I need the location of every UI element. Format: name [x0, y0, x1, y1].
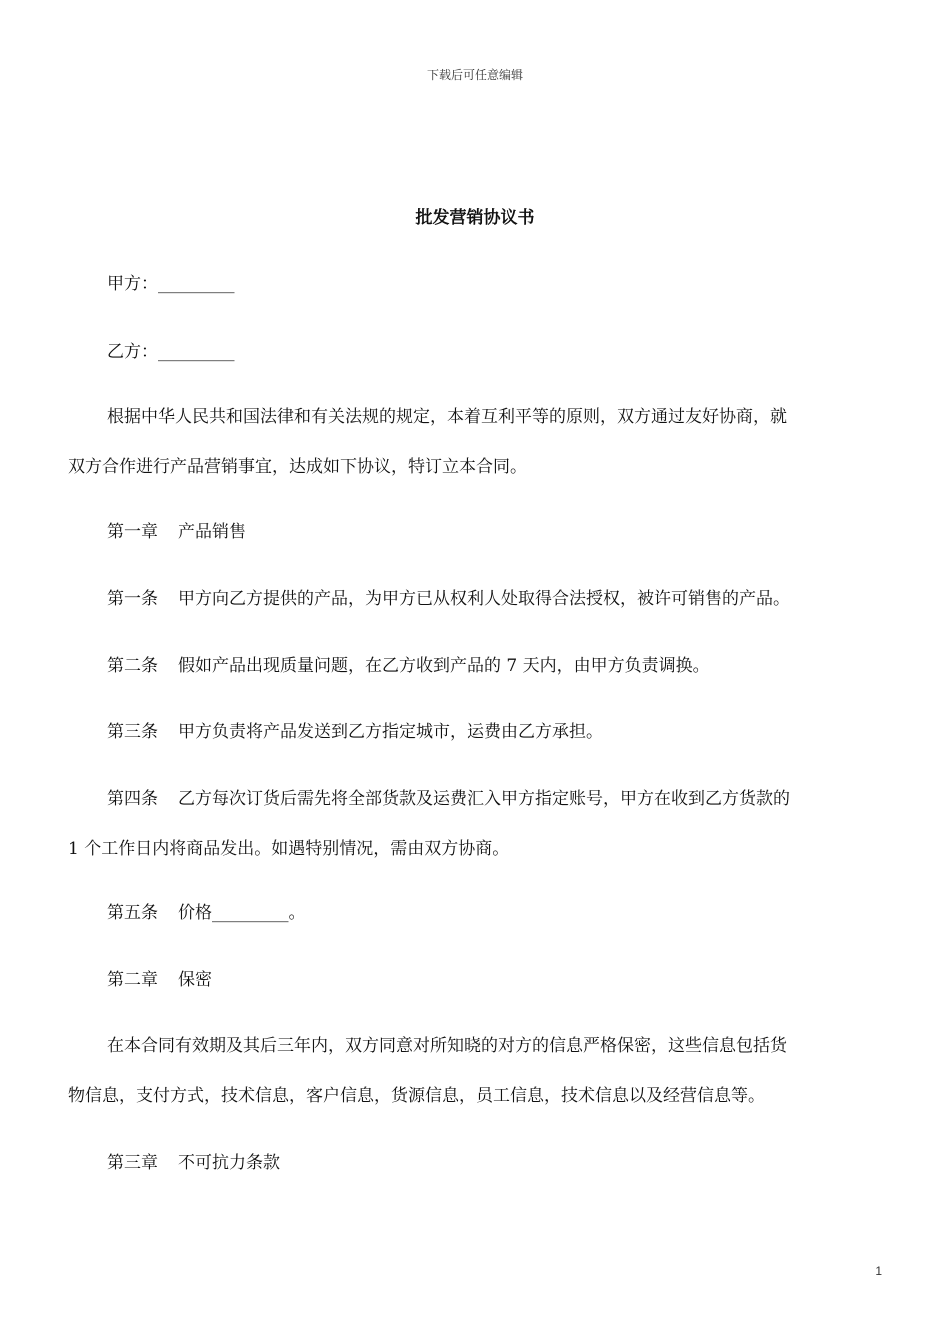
- confidentiality-line-1: 在本合同有效期及其后三年内，双方同意对所知晓的对方的信息严格保密，这些信息包括货: [107, 1036, 787, 1056]
- chapter-2-heading: [107, 968, 888, 992]
- chapter-2-title: 保密: [178, 970, 212, 990]
- article-1-text: 甲方向乙方提供的产品，为甲方已从权利人处取得合法授权，被许可销售的产品。: [178, 589, 790, 609]
- party-b-line: 乙方：_________: [107, 342, 235, 362]
- party-a-line: 甲方：_________: [107, 274, 235, 294]
- preamble-line-2: 双方合作进行产品营销事宜，达成如下协议，特订立本合同。: [68, 457, 527, 477]
- article-4-number: 第四条: [107, 789, 158, 809]
- article-3: [107, 720, 888, 744]
- article-4-line-2: 1 个工作日内将商品发出。如遇特别情况，需由双方协商。: [68, 839, 510, 859]
- article-2: [107, 654, 888, 678]
- page-number: 1: [875, 1264, 882, 1278]
- article-5: [107, 901, 888, 925]
- chapter-1-heading: [107, 520, 888, 544]
- document-title: 批发营销协议书: [415, 208, 535, 228]
- article-3-text: 甲方负责将产品发送到乙方指定城市，运费由乙方承担。: [178, 722, 603, 742]
- article-1: [107, 587, 888, 611]
- header-note: 下载后可任意编辑: [426, 68, 523, 82]
- article-4-text-1: 乙方每次订货后需先将全部货款及运费汇入甲方指定账号，甲方在收到乙方货款的: [178, 789, 790, 809]
- article-4-line-1: [107, 787, 888, 811]
- confidentiality-line-2: 物信息，支付方式，技术信息，客户信息，货源信息，员工信息，技术信息以及经营信息等。: [68, 1086, 765, 1106]
- article-5-text: 价格_________。: [178, 903, 306, 923]
- chapter-3-heading: [107, 1151, 888, 1175]
- chapter-3-number: 第三章: [107, 1153, 158, 1173]
- chapter-1-title: 产品销售: [178, 522, 246, 542]
- chapter-3-title: 不可抗力条款: [178, 1153, 280, 1173]
- article-3-number: 第三条: [107, 722, 158, 742]
- article-2-number: 第二条: [107, 656, 158, 676]
- article-1-number: 第一条: [107, 589, 158, 609]
- preamble-line-1: 根据中华人民共和国法律和有关法规的规定，本着互利平等的原则，双方通过友好协商，就: [107, 407, 787, 427]
- chapter-2-number: 第二章: [107, 970, 158, 990]
- article-5-number: 第五条: [107, 903, 158, 923]
- chapter-1-number: 第一章: [107, 522, 158, 542]
- article-2-text: 假如产品出现质量问题，在乙方收到产品的 7 天内，由甲方负责调换。: [178, 656, 710, 676]
